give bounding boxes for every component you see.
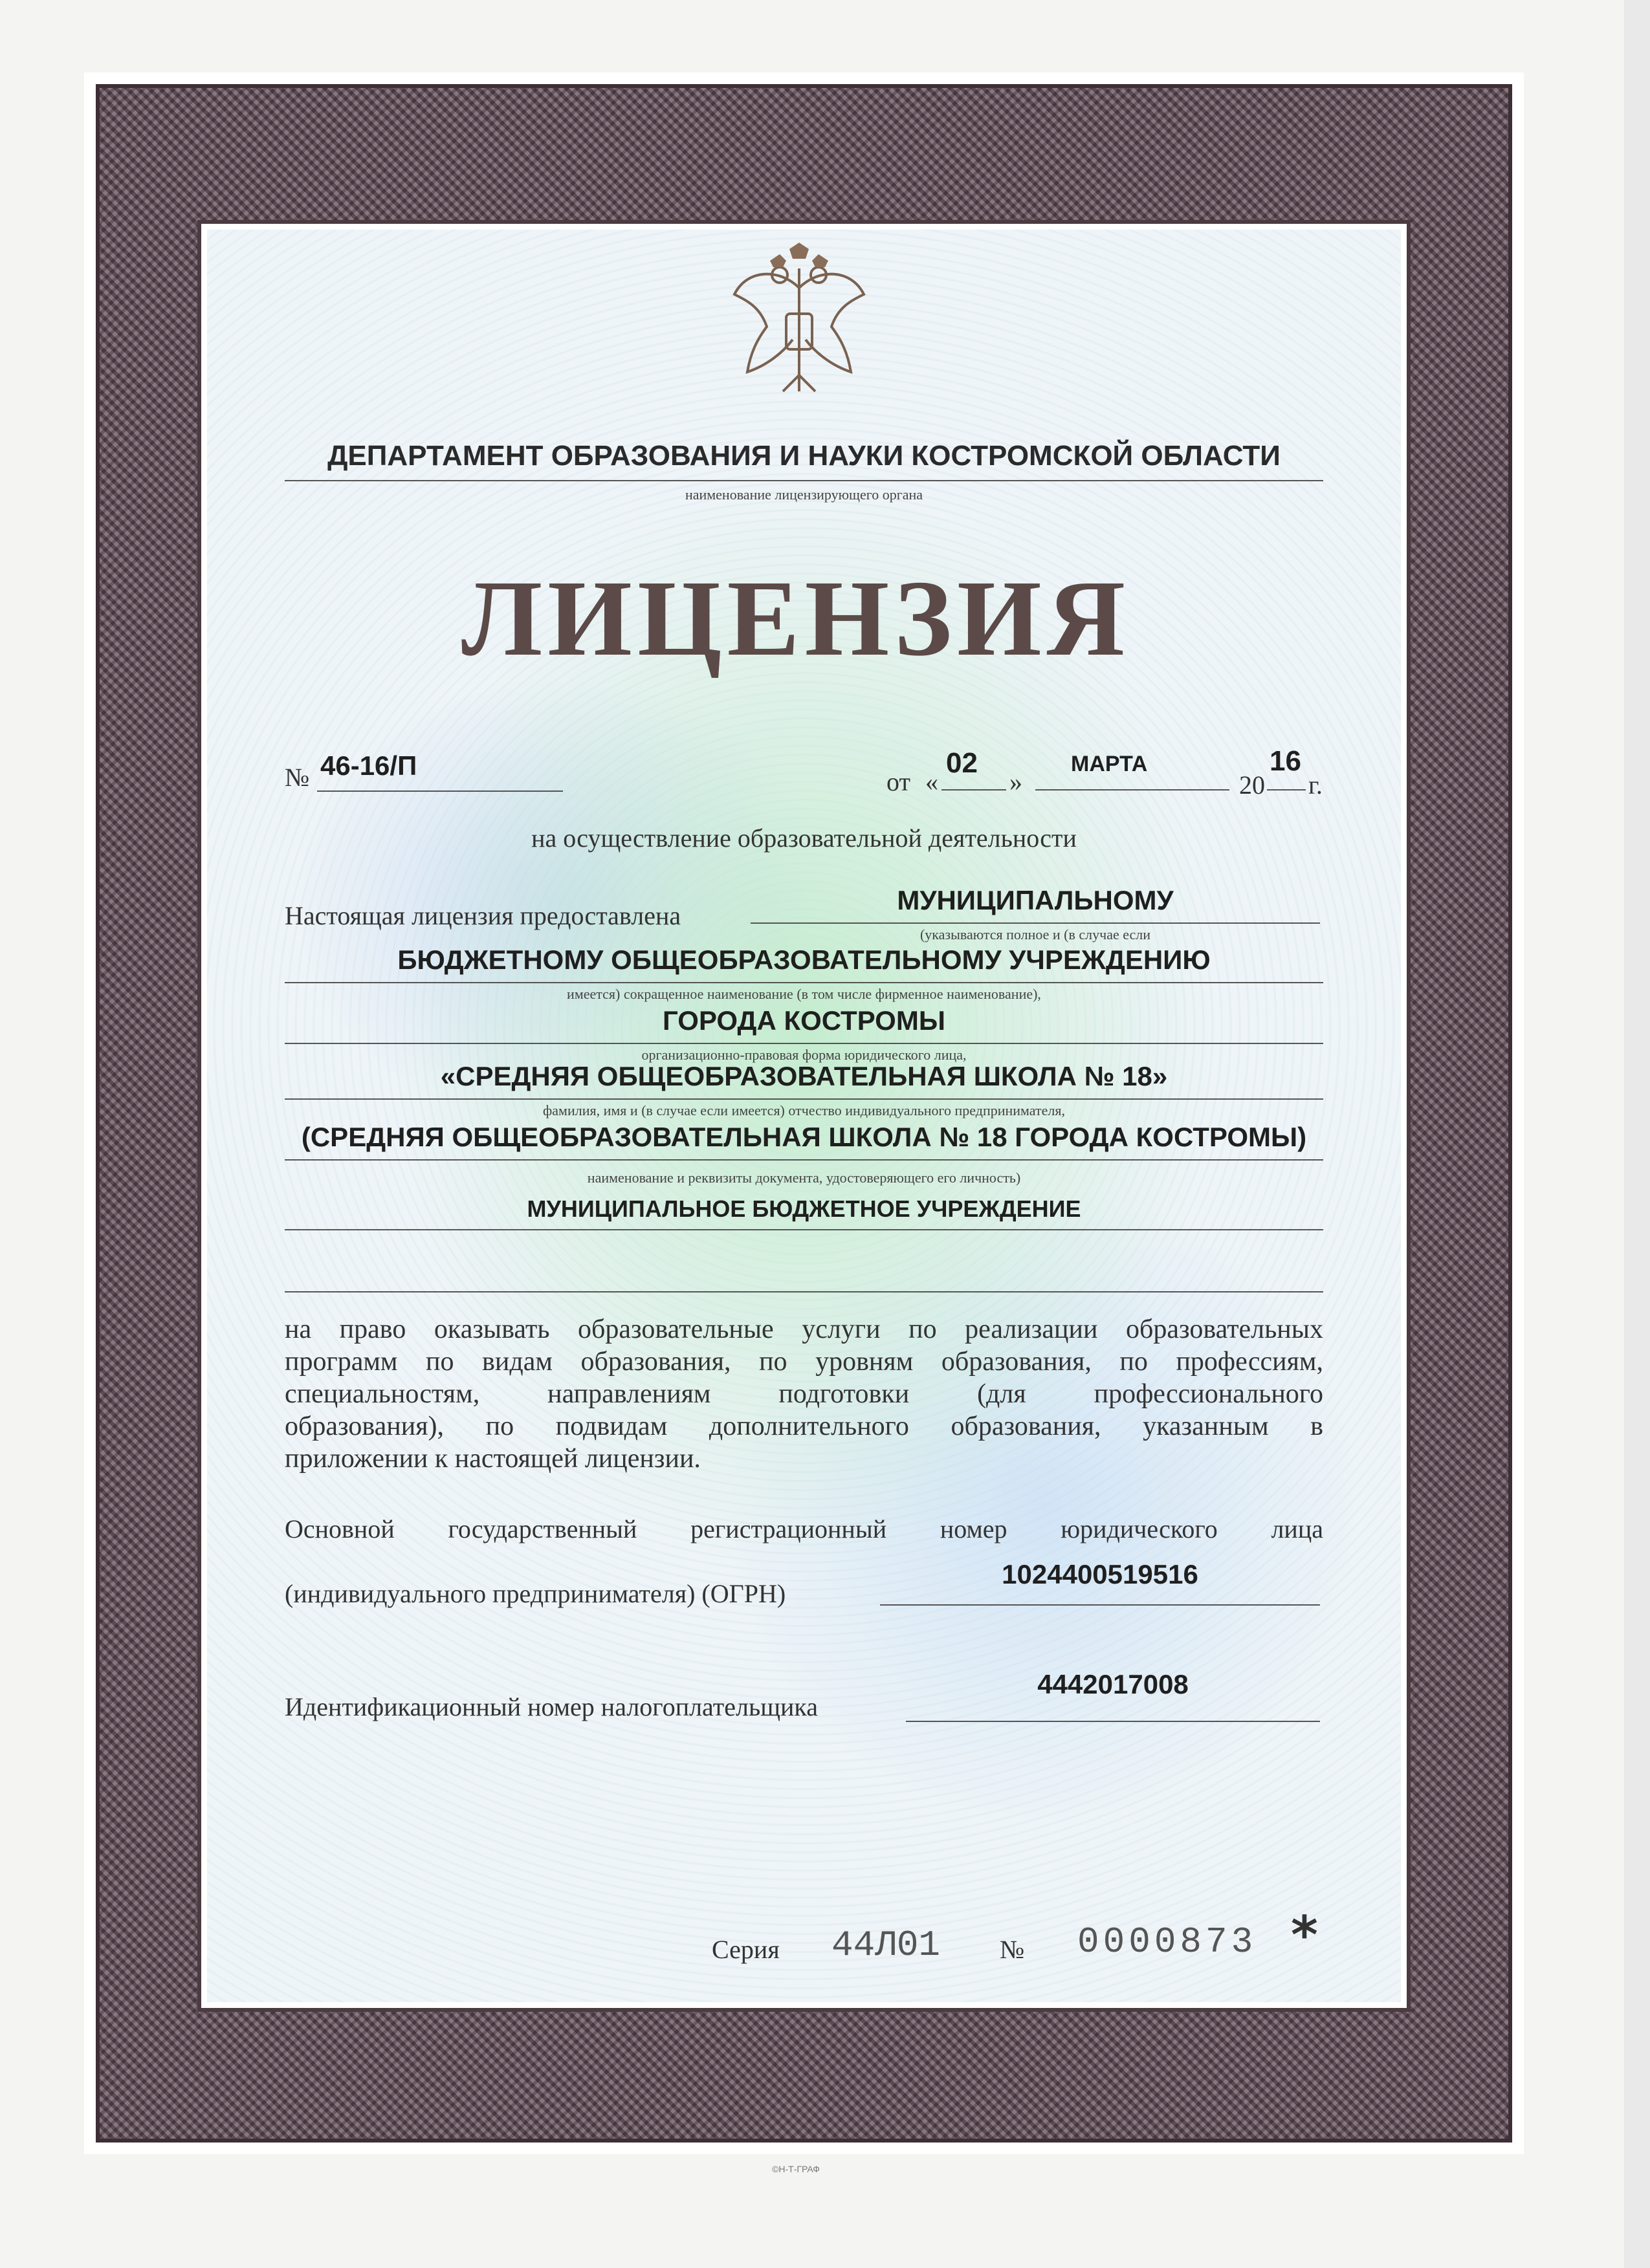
license-year: 16 xyxy=(1270,745,1301,777)
inn-value: 4442017008 xyxy=(1037,1669,1189,1699)
inn-rule xyxy=(906,1721,1320,1722)
series-star-mark: * xyxy=(1291,1905,1318,1965)
grantee-intro: Настоящая лицензия предоставлена xyxy=(285,901,681,930)
series-value: 44Л01 xyxy=(831,1925,941,1966)
grantee-blank-rule xyxy=(285,1291,1323,1292)
grantee-line-1-rule xyxy=(751,922,1320,924)
grantee-caption-4: фамилия, имя и (в случае если имеется) отчество индивидуального предпринимателя, xyxy=(543,1102,1065,1118)
year-line xyxy=(1267,789,1306,791)
grantee-line-6-rule xyxy=(285,1229,1323,1230)
rights-line: программ по видам образования, по уровням образования, по профессиям, xyxy=(285,1347,1323,1377)
day-quote-open: « xyxy=(925,767,938,796)
rights-line: приложении к настоящей лицензии. xyxy=(285,1444,701,1474)
activity-type: на осуществление образовательной деятельности xyxy=(531,823,1077,853)
double-headed-eagle-emblem-icon xyxy=(721,243,877,411)
grantee-line-5-rule xyxy=(285,1159,1323,1161)
grantee-line-4: «СРЕДНЯЯ ОБЩЕОБРАЗОВАТЕЛЬНАЯ ШКОЛА № 18» xyxy=(440,1061,1168,1091)
document-title: ЛИЦЕНЗИЯ xyxy=(461,558,1130,679)
day-quote-close: » xyxy=(1009,767,1022,796)
grantee-line-4-rule xyxy=(285,1098,1323,1100)
grantee-caption-1: (указываются полное и (в случае если xyxy=(919,926,1151,943)
series-number: 0000873 xyxy=(1077,1921,1257,1963)
ogrn-rule xyxy=(880,1604,1320,1606)
license-number: 46-16/П xyxy=(320,750,417,781)
inn-label: Идентификационный номер налогоплательщика xyxy=(285,1692,819,1721)
license-day: 02 xyxy=(946,747,978,779)
grantee-line-5: (СРЕДНЯЯ ОБЩЕОБРАЗОВАТЕЛЬНАЯ ШКОЛА № 18 ГОРОДА КОСТРОМЫ) xyxy=(301,1122,1307,1152)
ogrn-label-line-1: Основной государственный регистрационный номер юридического лица xyxy=(285,1514,1323,1543)
licensing-authority: ДЕПАРТАМЕНТ ОБРАЗОВАНИЯ И НАУКИ КОСТРОМСКОЙ ОБЛАСТИ xyxy=(327,440,1281,472)
month-line xyxy=(1035,789,1229,791)
rights-paragraph xyxy=(285,1313,1323,1475)
grantee-line-3: ГОРОДА КОСТРОМЫ xyxy=(663,1005,945,1036)
ogrn-value: 1024400519516 xyxy=(1002,1559,1198,1589)
number-sign: № xyxy=(285,763,310,792)
series-number-sign: № xyxy=(1000,1935,1025,1964)
rights-line: специальностям, направлениям подготовки (для профессионального xyxy=(285,1379,1323,1409)
grantee-caption-3: организационно-правовая форма юридического лица, xyxy=(641,1047,967,1063)
grantee-line-1: МУНИЦИПАЛЬНОМУ xyxy=(897,885,1174,915)
license-month: МАРТА xyxy=(1071,752,1148,776)
grantee-line-3-rule xyxy=(285,1043,1323,1044)
authority-underline xyxy=(285,480,1323,481)
rights-line: образования), по подвидам дополнительного образования, указанным в xyxy=(285,1412,1323,1441)
grantee-caption-5: наименование и реквизиты документа, удостоверяющего его личность) xyxy=(587,1170,1021,1186)
date-from-label: от xyxy=(886,767,910,796)
day-line xyxy=(941,789,1006,791)
grantee-line-2-rule xyxy=(285,982,1323,983)
grantee-line-2: БЮДЖЕТНОМУ ОБЩЕОБРАЗОВАТЕЛЬНОМУ УЧРЕЖДЕНИЮ xyxy=(397,944,1211,975)
grantee-caption-2: имеется) сокращенное наименование (в том числе фирменное наименование), xyxy=(567,986,1041,1002)
authority-caption: наименование лицензирующего органа xyxy=(685,486,923,503)
year-unit: г. xyxy=(1308,770,1323,800)
grantee-line-6: МУНИЦИПАЛЬНОЕ БЮДЖЕТНОЕ УЧРЕЖДЕНИЕ xyxy=(527,1195,1081,1222)
series-label: Серия xyxy=(712,1935,780,1964)
year-prefix: 20 xyxy=(1239,770,1265,800)
printer-mark: ©Н-Т-ГРАФ xyxy=(772,2164,820,2174)
ogrn-label-line-2: (индивидуального предпринимателя) (ОГРН) xyxy=(285,1579,786,1608)
rights-line: на право оказывать образовательные услуги по реализации образовательных xyxy=(285,1314,1323,1344)
license-number-line xyxy=(317,791,563,792)
